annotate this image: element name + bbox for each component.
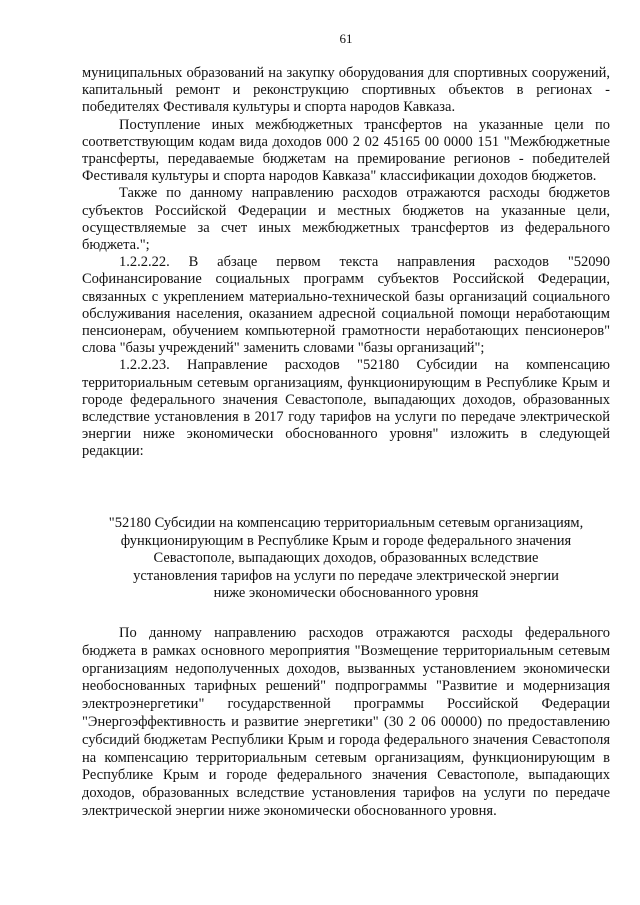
expense-direction-heading xyxy=(82,515,610,603)
body-text xyxy=(82,65,610,461)
heading-line: "52180 Субсидии на компенсацию территориальным сетевым организациям, xyxy=(108,515,584,531)
heading-line: ниже экономически обоснованного уровня xyxy=(213,585,479,602)
paragraph-item-1-2-2-22: 1.2.2.22. В абзаце первом текста направления расходов "52090 Софинансирование социальных программ субъектов Российской Федерации, связанных с укреплением материально-технической базы организаций социального обслуживания населения, оказанием адресной социальной помощи неработающим пенсионерам, обучением компьютерной грамотности неработающих пенсионеров" слова "базы учреждений" заменить словами "базы организаций"; xyxy=(82,254,610,357)
heading-line: Севастополе, выпадающих доходов, образованных вследствие xyxy=(153,550,539,567)
paragraph-continuation: муниципальных образований на закупку оборудования для спортивных сооружений, капитальный ремонт и реконструкцию спортивных объектов в регионах - победителях Фестиваля культуры и спорта народов Кавказа. xyxy=(82,65,610,116)
paragraph-item-1-2-2-23: 1.2.2.23. Направление расходов "52180 Субсидии на компенсацию территориальным сетевым организациям, функционирующим в Республике Крым и городе федерального значения Севастополе, выпадающих доходов, образованных вследствие установления в 2017 году тарифов на услуги по передаче электрической энергии ниже экономически обоснованного уровня" изложить в следующей редакции: xyxy=(82,357,610,460)
paragraph-also-reflected: Также по данному направлению расходов отражаются расходы бюджетов субъектов Российской Федерации и местных бюджетов на указанные цели, осуществляемые за счет иных межбюджетных трансфертов из федерального бюджета."; xyxy=(82,185,610,254)
paragraph-federal-budget: По данному направлению расходов отражаются расходы федерального бюджета в рамках основного мероприятия "Возмещение территориальным сетевым организациям недополученных доходов, вызванных установлением экономически необоснованных тарифных решений" подпрограммы "Развитие и модернизация электроэнергетики" государственной программы Российской Федерации "Энергоэффективность и развитие энергетики" (30 2 06 00000) по предоставлению субсидий бюджетам Республики Крым и города федерального значения Севастополя на компенсацию территориальным сетевым организациям, функционирующим в Республике Крым и городе федерального значения Севастополе, выпадающих доходов, образованных вследствие установления тарифов на услуги по передаче электрической энергии ниже экономически обоснованного уровня. xyxy=(82,625,610,819)
heading-line: установления тарифов на услуги по передаче электрической энергии xyxy=(133,567,559,584)
page-number: 61 xyxy=(339,31,353,46)
paragraph-income-codes: Поступление иных межбюджетных трансфертов на указанные цели по соответствующим кодам вида доходов 000 2 02 45165 00 0000 151 "Межбюджетные трансферты, передаваемые бюджетам на премирование регионов - победителей Фестиваля культуры и спорта народов Кавказа" классификации доходов бюджетов. xyxy=(82,116,610,185)
heading-line: функционирующим в Республике Крым и городе федерального значения xyxy=(120,532,572,549)
closing-text xyxy=(82,625,610,821)
